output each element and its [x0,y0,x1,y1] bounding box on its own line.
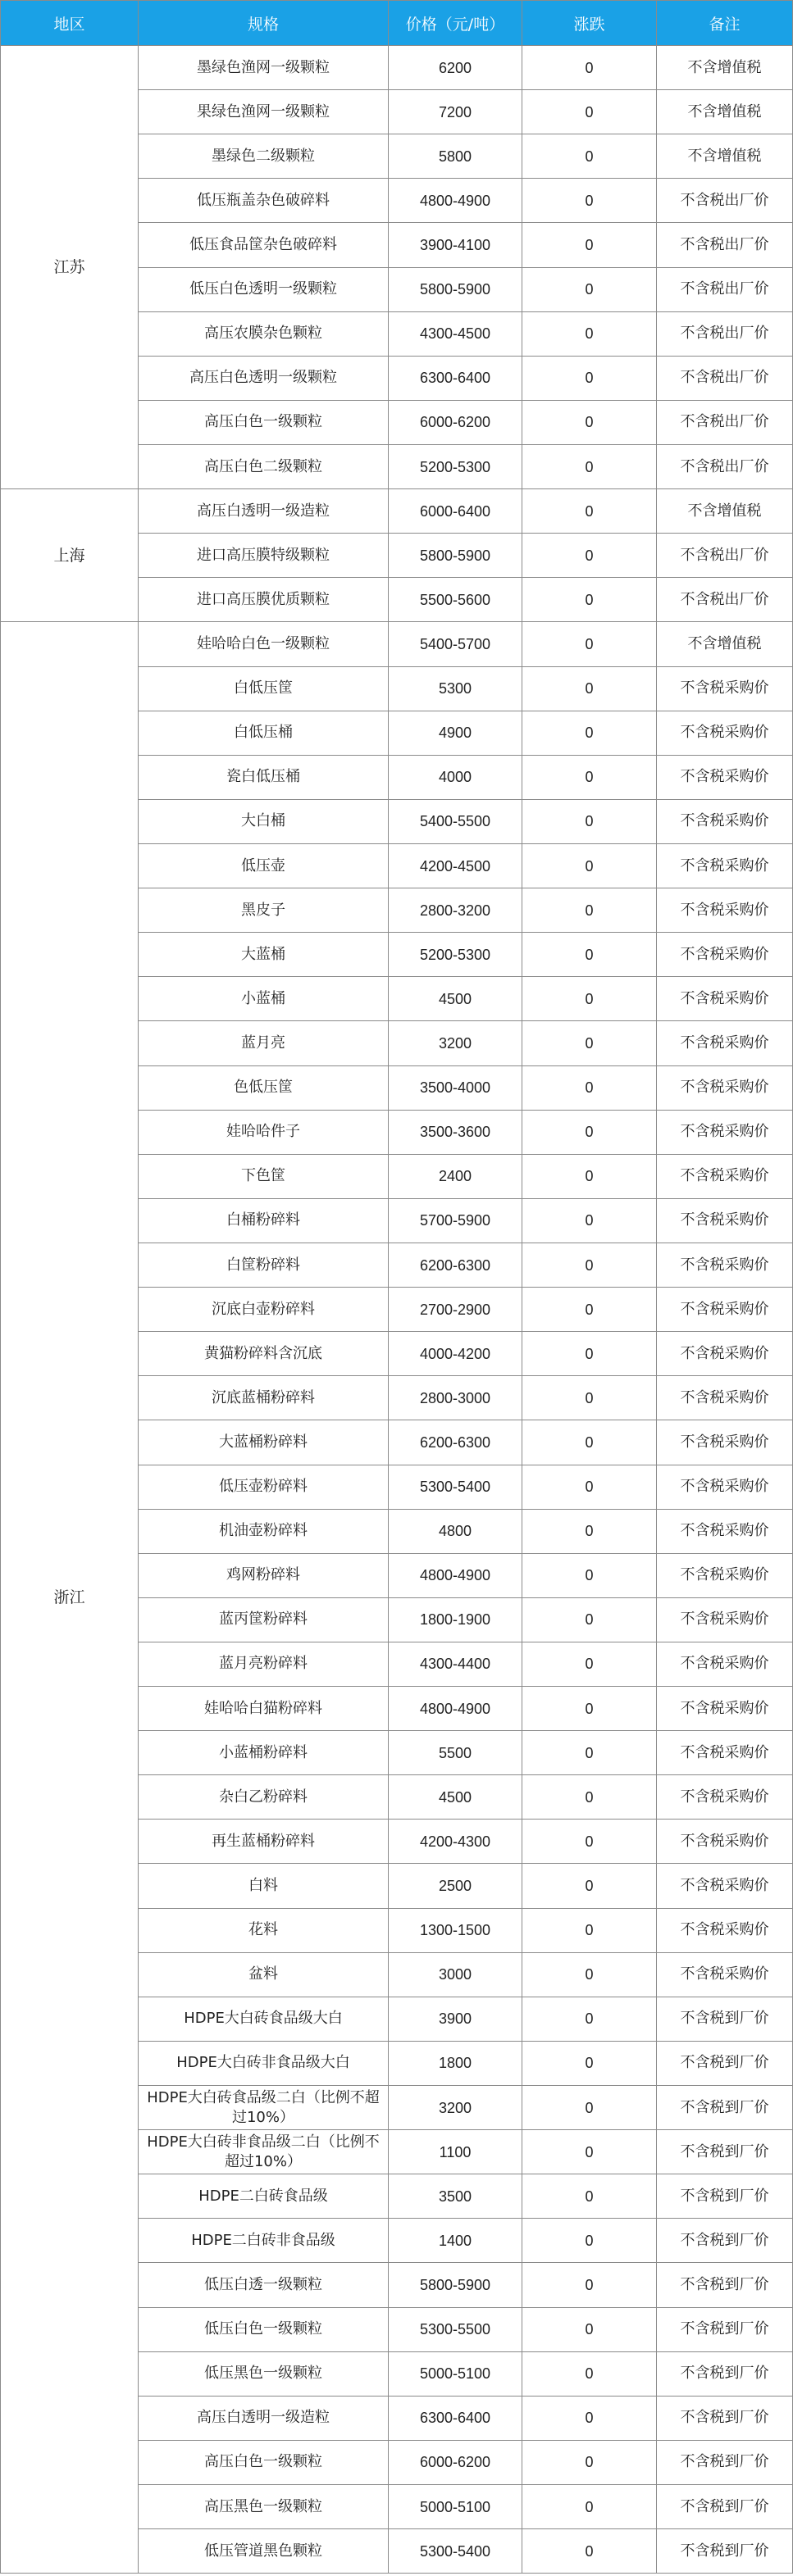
change-cell: 0 [522,1731,657,1775]
spec-cell: 低压白色透明一级颗粒 [139,267,389,311]
price-cell: 5800-5900 [389,267,522,311]
change-cell: 0 [522,1820,657,1864]
spec-cell: 再生蓝桶粉碎料 [139,1820,389,1864]
note-cell: 不含税出厂价 [657,578,793,622]
change-cell: 0 [522,1553,657,1597]
price-cell: 5200-5300 [389,933,522,977]
spec-cell: HDPE大白砖食品级大白 [139,1997,389,2041]
spec-cell: 低压瓶盖杂色破碎料 [139,179,389,223]
change-cell: 0 [522,933,657,977]
spec-cell: 蓝月亮粉碎料 [139,1642,389,1686]
price-cell: 1400 [389,2219,522,2263]
price-cell: 5800-5900 [389,2263,522,2307]
spec-cell: 机油壶粉碎料 [139,1509,389,1553]
change-cell: 0 [522,1332,657,1376]
spec-cell: 低压壶 [139,843,389,888]
spec-cell: 高压白色一级颗粒 [139,400,389,444]
header-spec: 规格 [139,1,389,46]
price-cell: 5500 [389,1731,522,1775]
spec-cell: 蓝丙筐粉碎料 [139,1597,389,1642]
price-cell: 5700-5900 [389,1198,522,1243]
spec-cell: 白低压桶 [139,711,389,755]
change-cell: 0 [522,46,657,90]
change-cell: 0 [522,2307,657,2351]
note-cell: 不含税到厂价 [657,2396,793,2440]
change-cell: 0 [522,1997,657,2041]
change-cell: 0 [522,356,657,400]
spec-cell: 大白桶 [139,799,389,843]
spec-cell: 娃哈哈白色一级颗粒 [139,622,389,666]
price-cell: 5300-5400 [389,2529,522,2574]
note-cell: 不含税采购价 [657,1376,793,1420]
header-note: 备注 [657,1,793,46]
price-cell: 5300-5400 [389,1465,522,1509]
price-cell: 2400 [389,1154,522,1198]
change-cell: 0 [522,1198,657,1243]
spec-cell: 高压白色透明一级颗粒 [139,356,389,400]
change-cell: 0 [522,2529,657,2574]
note-cell: 不含税采购价 [657,755,793,799]
price-cell: 4800 [389,1509,522,1553]
change-cell: 0 [522,711,657,755]
change-cell: 0 [522,534,657,578]
change-cell: 0 [522,1154,657,1198]
header-row [1,1,793,46]
note-cell: 不含税到厂价 [657,2219,793,2263]
spec-cell: HDPE大白砖非食品级大白 [139,2041,389,2085]
region-cell: 浙江 [1,622,139,2574]
change-cell: 0 [522,1864,657,1908]
spec-cell: 鸡网粉碎料 [139,1553,389,1597]
price-cell: 4200-4300 [389,1820,522,1864]
price-cell: 4300-4500 [389,311,522,356]
note-cell: 不含税采购价 [657,799,793,843]
price-cell: 4800-4900 [389,179,522,223]
change-cell: 0 [522,2396,657,2440]
spec-cell: 小蓝桶 [139,977,389,1021]
table-body [1,46,793,2574]
change-cell: 0 [522,90,657,134]
price-cell: 4500 [389,1775,522,1820]
spec-cell: 小蓝桶粉碎料 [139,1731,389,1775]
note-cell: 不含税到厂价 [657,2351,793,2396]
spec-cell: 瓷白低压桶 [139,755,389,799]
spec-cell: 大蓝桶 [139,933,389,977]
change-cell: 0 [522,755,657,799]
change-cell: 0 [522,888,657,933]
change-cell: 0 [522,1642,657,1686]
price-cell: 4000-4200 [389,1332,522,1376]
price-cell: 1800 [389,2041,522,2085]
note-cell: 不含税到厂价 [657,2086,793,2130]
change-cell: 0 [522,2351,657,2396]
price-cell: 3500-4000 [389,1065,522,1110]
spec-cell: 蓝月亮 [139,1021,389,1065]
note-cell: 不含税到厂价 [657,2307,793,2351]
change-cell: 0 [522,311,657,356]
note-cell: 不含税采购价 [657,1864,793,1908]
price-cell: 5000-5100 [389,2485,522,2529]
spec-cell: 白料 [139,1864,389,1908]
note-cell: 不含税到厂价 [657,2130,793,2174]
note-cell: 不含税采购价 [657,1952,793,1997]
spec-cell: 低压白色一级颗粒 [139,2307,389,2351]
price-cell: 4200-4500 [389,843,522,888]
spec-cell: 进口高压膜特级颗粒 [139,534,389,578]
spec-cell: 色低压筐 [139,1065,389,1110]
change-cell: 0 [522,2263,657,2307]
change-cell: 0 [522,489,657,534]
price-cell: 5500-5600 [389,578,522,622]
spec-cell: 杂白乙粉碎料 [139,1775,389,1820]
note-cell: 不含税到厂价 [657,2440,793,2484]
note-cell: 不含税采购价 [657,1420,793,1465]
spec-cell: 低压食品筐杂色破碎料 [139,223,389,267]
price-cell: 1800-1900 [389,1597,522,1642]
note-cell: 不含税出厂价 [657,179,793,223]
spec-cell: HDPE二白砖食品级 [139,2174,389,2219]
note-cell: 不含税出厂价 [657,444,793,488]
price-cell: 1300-1500 [389,1908,522,1952]
note-cell: 不含税采购价 [657,1820,793,1864]
note-cell: 不含税采购价 [657,843,793,888]
note-cell: 不含税到厂价 [657,2529,793,2574]
price-cell: 3900-4100 [389,223,522,267]
price-cell: 6000-6200 [389,400,522,444]
price-cell: 5800 [389,134,522,179]
change-cell: 0 [522,267,657,311]
change-cell: 0 [522,1243,657,1287]
region-cell: 江苏 [1,46,139,489]
change-cell: 0 [522,444,657,488]
note-cell: 不含税到厂价 [657,2263,793,2307]
price-cell: 5300-5500 [389,2307,522,2351]
note-cell: 不含税出厂价 [657,356,793,400]
header-region: 地区 [1,1,139,46]
price-cell: 4800-4900 [389,1553,522,1597]
price-cell: 4800-4900 [389,1687,522,1731]
spec-cell: 墨绿色渔网一级颗粒 [139,46,389,90]
change-cell: 0 [522,2086,657,2130]
change-cell: 0 [522,134,657,179]
note-cell: 不含税采购价 [657,1465,793,1509]
spec-cell: HDPE大白砖非食品级二白（比例不超过10%） [139,2130,389,2174]
change-cell: 0 [522,2440,657,2484]
note-cell: 不含税采购价 [657,1553,793,1597]
change-cell: 0 [522,1021,657,1065]
note-cell: 不含税到厂价 [657,2174,793,2219]
spec-cell: 墨绿色二级颗粒 [139,134,389,179]
spec-cell: 盆料 [139,1952,389,1997]
change-cell: 0 [522,2219,657,2263]
spec-cell: 黑皮子 [139,888,389,933]
header-price: 价格（元/吨） [389,1,522,46]
note-cell: 不含税采购价 [657,1243,793,1287]
note-cell: 不含税采购价 [657,1065,793,1110]
price-cell: 2800-3000 [389,1376,522,1420]
spec-cell: 果绿色渔网一级颗粒 [139,90,389,134]
spec-cell: 低压壶粉碎料 [139,1465,389,1509]
spec-cell: 白低压筐 [139,666,389,711]
change-cell: 0 [522,1465,657,1509]
note-cell: 不含税到厂价 [657,2485,793,2529]
note-cell: 不含税出厂价 [657,267,793,311]
price-cell: 6300-6400 [389,2396,522,2440]
price-cell: 6200-6300 [389,1420,522,1465]
change-cell: 0 [522,1376,657,1420]
note-cell: 不含税采购价 [657,1775,793,1820]
note-cell: 不含增值税 [657,46,793,90]
price-cell: 4900 [389,711,522,755]
price-cell: 5200-5300 [389,444,522,488]
price-cell: 7200 [389,90,522,134]
change-cell: 0 [522,1952,657,1997]
spec-cell: HDPE大白砖食品级二白（比例不超过10%） [139,2086,389,2130]
spec-cell: 进口高压膜优质颗粒 [139,578,389,622]
note-cell: 不含税采购价 [657,1642,793,1686]
note-cell: 不含税采购价 [657,1731,793,1775]
note-cell: 不含税出厂价 [657,223,793,267]
change-cell: 0 [522,1420,657,1465]
change-cell: 0 [522,2485,657,2529]
price-cell: 3500-3600 [389,1110,522,1154]
change-cell: 0 [522,223,657,267]
region-cell: 上海 [1,489,139,622]
change-cell: 0 [522,622,657,666]
note-cell: 不含税到厂价 [657,1997,793,2041]
change-cell: 0 [522,2130,657,2174]
change-cell: 0 [522,1597,657,1642]
spec-cell: 大蓝桶粉碎料 [139,1420,389,1465]
price-cell: 5000-5100 [389,2351,522,2396]
spec-cell: 娃哈哈件子 [139,1110,389,1154]
note-cell: 不含税采购价 [657,1509,793,1553]
note-cell: 不含税出厂价 [657,311,793,356]
price-cell: 4000 [389,755,522,799]
price-cell: 2800-3200 [389,888,522,933]
price-cell: 5400-5700 [389,622,522,666]
note-cell: 不含税采购价 [657,1597,793,1642]
note-cell: 不含税采购价 [657,1908,793,1952]
change-cell: 0 [522,666,657,711]
spec-cell: 低压管道黑色颗粒 [139,2529,389,2574]
price-cell: 4300-4400 [389,1642,522,1686]
spec-cell: 高压白色一级颗粒 [139,2440,389,2484]
price-cell: 3500 [389,2174,522,2219]
change-cell: 0 [522,1687,657,1731]
note-cell: 不含税采购价 [657,1021,793,1065]
change-cell: 0 [522,1110,657,1154]
spec-cell: HDPE二白砖非食品级 [139,2219,389,2263]
spec-cell: 黄猫粉碎料含沉底 [139,1332,389,1376]
spec-cell: 低压白透一级颗粒 [139,2263,389,2307]
note-cell: 不含税采购价 [657,711,793,755]
change-cell: 0 [522,1908,657,1952]
change-cell: 0 [522,179,657,223]
price-cell: 6300-6400 [389,356,522,400]
note-cell: 不含税出厂价 [657,534,793,578]
spec-cell: 娃哈哈白猫粉碎料 [139,1687,389,1731]
price-cell: 4500 [389,977,522,1021]
table-row [1,622,793,666]
note-cell: 不含税采购价 [657,977,793,1021]
spec-cell: 下色筐 [139,1154,389,1198]
spec-cell: 低压黑色一级颗粒 [139,2351,389,2396]
header-change: 涨跌 [522,1,657,46]
note-cell: 不含税采购价 [657,1110,793,1154]
price-cell: 5800-5900 [389,534,522,578]
note-cell: 不含税采购价 [657,1288,793,1332]
price-cell: 3200 [389,2086,522,2130]
note-cell: 不含增值税 [657,134,793,179]
note-cell: 不含税采购价 [657,888,793,933]
price-cell: 3000 [389,1952,522,1997]
spec-cell: 白桶粉碎料 [139,1198,389,1243]
change-cell: 0 [522,2041,657,2085]
note-cell: 不含税出厂价 [657,400,793,444]
spec-cell: 沉底白壶粉碎料 [139,1288,389,1332]
spec-cell: 花料 [139,1908,389,1952]
spec-cell: 高压白透明一级造粒 [139,2396,389,2440]
price-cell: 3900 [389,1997,522,2041]
note-cell: 不含税采购价 [657,1154,793,1198]
price-cell: 2500 [389,1864,522,1908]
change-cell: 0 [522,1288,657,1332]
change-cell: 0 [522,2174,657,2219]
spec-cell: 高压白透明一级造粒 [139,489,389,534]
note-cell: 不含税采购价 [657,1332,793,1376]
table-row [1,46,793,90]
spec-cell: 沉底蓝桶粉碎料 [139,1376,389,1420]
spec-cell: 白筐粉碎料 [139,1243,389,1287]
change-cell: 0 [522,977,657,1021]
note-cell: 不含增值税 [657,90,793,134]
note-cell: 不含税采购价 [657,1687,793,1731]
note-cell: 不含增值税 [657,489,793,534]
change-cell: 0 [522,799,657,843]
change-cell: 0 [522,1065,657,1110]
price-cell: 1100 [389,2130,522,2174]
change-cell: 0 [522,1509,657,1553]
price-cell: 5300 [389,666,522,711]
note-cell: 不含增值税 [657,622,793,666]
change-cell: 0 [522,578,657,622]
change-cell: 0 [522,843,657,888]
note-cell: 不含税采购价 [657,1198,793,1243]
price-cell: 6200-6300 [389,1243,522,1287]
price-cell: 3200 [389,1021,522,1065]
table-row [1,489,793,534]
price-cell: 6200 [389,46,522,90]
price-cell: 2700-2900 [389,1288,522,1332]
change-cell: 0 [522,1775,657,1820]
change-cell: 0 [522,400,657,444]
note-cell: 不含税到厂价 [657,2041,793,2085]
spec-cell: 高压黑色一级颗粒 [139,2485,389,2529]
price-cell: 6000-6200 [389,2440,522,2484]
note-cell: 不含税采购价 [657,933,793,977]
price-cell: 6000-6400 [389,489,522,534]
note-cell: 不含税采购价 [657,666,793,711]
price-cell: 5400-5500 [389,799,522,843]
spec-cell: 高压白色二级颗粒 [139,444,389,488]
spec-cell: 高压农膜杂色颗粒 [139,311,389,356]
